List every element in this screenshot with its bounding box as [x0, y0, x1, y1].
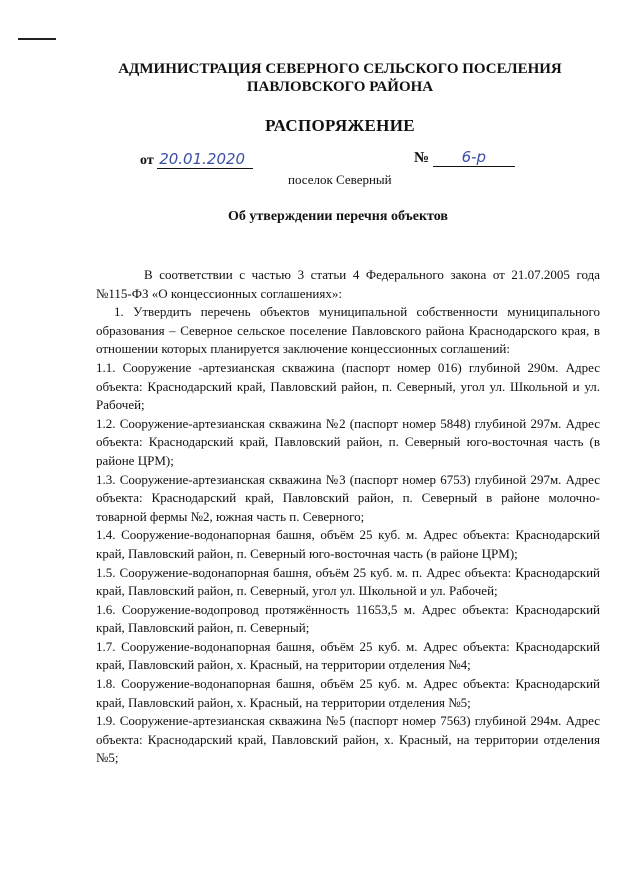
number-handwritten: 6-р — [433, 148, 515, 167]
margin-mark — [18, 38, 56, 40]
document-type: РАСПОРЯЖЕНИЕ — [265, 116, 415, 135]
organization-line-2: ПАВЛОВСКОГО РАЙОНА — [246, 79, 434, 95]
object-item-1-6: 1.6. Сооружение-водопровод протяжённость 11653,5 м. Адрес объекта: Краснодарский край, Павловский район, п. Северный; — [96, 601, 600, 636]
number-prefix: № — [414, 150, 430, 166]
intro-paragraph: В соответствии с частью 3 статьи 4 Федерального закона от 21.07.2005 года №115-ФЗ «О концессионных соглашениях»: — [96, 267, 600, 301]
organization-name — [60, 60, 620, 96]
place-of-issue: поселок Северный — [288, 172, 392, 187]
object-item-1-1: 1.1. Сооружение -артезианская скважина (паспорт номер 016) глубиной 290м. Адрес объекта: Краснодарский край, Павловский район, п. Северный, угол ул. Школьной и ул. Рабочей; — [96, 359, 600, 413]
date-handwritten: 20.01.2020 — [157, 150, 253, 169]
object-item-1-5: 1.5. Сооружение-водонапорная башня, объём 25 куб. м. п. Адрес объекта: Краснодарский край, Павловский район, п. Северный, угол ул. Школьной и ул. Рабочей; — [96, 564, 600, 599]
item-1-paragraph: 1. Утвердить перечень объектов муниципальной собственности муниципального образования – Северное сельское поселение Павловского района Краснодарского края, в отношении которых планируется заключение концессионных соглашений: — [96, 304, 600, 357]
document-number — [414, 148, 515, 167]
object-item-1-4: 1.4. Сооружение-водонапорная башня, объём 25 куб. м. Адрес объекта: Краснодарский край, Павловский район, п. Северный юго-восточная часть (в районе ЦРМ); — [96, 527, 600, 561]
object-item-1-7: 1.7. Сооружение-водонапорная башня, объём 25 куб. м. Адрес объекта: Краснодарский край, Павловский район, х. Красный, на территории отделения №4; — [96, 638, 600, 673]
object-item-1-8: 1.8. Сооружение-водонапорная башня, объём 25 куб. м. Адрес объекта: Краснодарский край, Павловский район, х. Красный, на территории отделения №5; — [96, 676, 600, 710]
document-subject: Об утверждении перечня объектов — [228, 209, 448, 224]
organization-line-1: АДМИНИСТРАЦИЯ СЕВЕРНОГО СЕЛЬСКОГО ПОСЕЛЕНИЯ — [118, 61, 562, 77]
object-item-1-9: 1.9. Сооружение-артезианская скважина №5 (паспорт номер 7563) глубиной 294м. Адрес объекта: Краснодарский край, Павловский район, х. Красный, на территории отделения №5; — [96, 713, 600, 766]
document-date — [140, 150, 253, 169]
document-body — [96, 266, 600, 768]
date-prefix: от — [140, 153, 154, 168]
object-item-1-2: 1.2. Сооружение-артезианская скважина №2 (паспорт номер 5848) глубиной 297м. Адрес объекта: Краснодарский край, Павловский район, п. Северный юго-восточная часть (в районе ЦРМ); — [96, 415, 600, 468]
object-item-1-3: 1.3. Сооружение-артезианская скважина №3 (паспорт номер 6753) глубиной 297м. Адрес объекта: Краснодарский край, Павловский район, п. Северный в районе молочно-товарной фермы №2, южная часть п. Северного; — [96, 471, 600, 524]
